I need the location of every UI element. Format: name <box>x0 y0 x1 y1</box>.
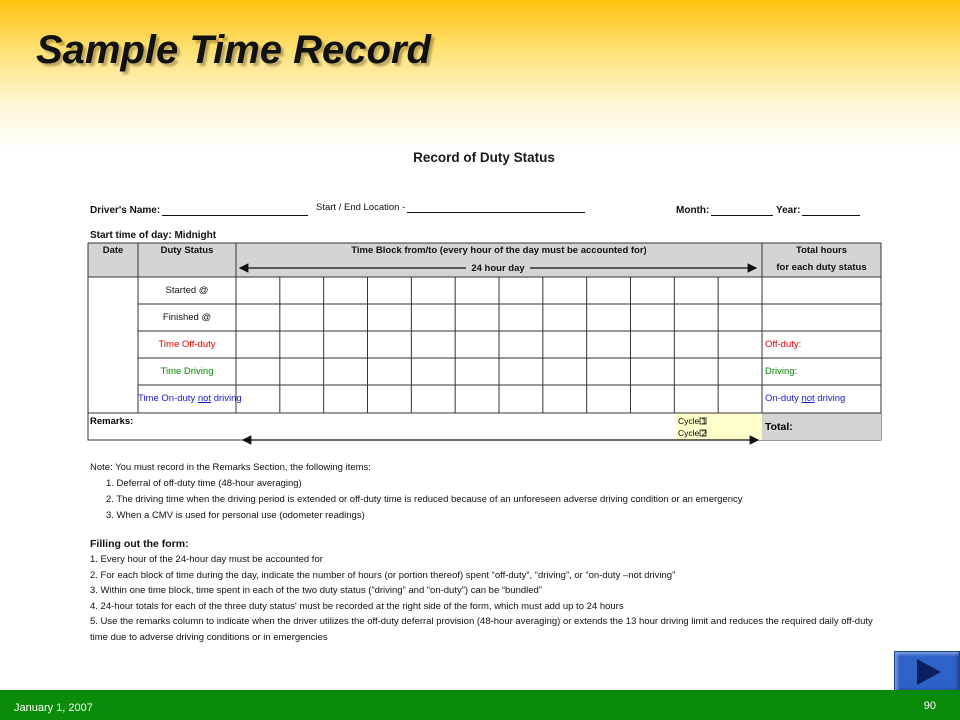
total-on-duty-text-b: driving <box>817 393 846 404</box>
footer-bar <box>0 690 960 720</box>
col-duty-status-header: Duty Status <box>160 245 214 256</box>
hour-day-label: 24 hour day <box>471 263 525 274</box>
total-on-duty-not: not <box>801 393 815 404</box>
row-on-duty-label <box>138 393 242 404</box>
start-time-label: Start time of day: Midnight <box>90 230 217 241</box>
note-item: 1. Deferral of off-duty time (48-hour averaging) <box>106 478 302 489</box>
start-end-location-label: Start / End Location - <box>316 202 406 213</box>
play-triangle-icon <box>895 652 959 692</box>
filling-list <box>90 552 890 645</box>
col-date-header: Date <box>102 245 124 256</box>
col-time-block-header: Time Block from/to (every hour of the day must be accounted for) <box>351 245 647 256</box>
cycle1-label: Cycle 1 <box>678 416 707 426</box>
remarks-label: Remarks: <box>90 416 134 427</box>
row-finished-label: Finished @ <box>162 312 212 323</box>
footer-date: January 1, 2007 <box>14 702 93 714</box>
cycle2-label: Cycle 2 <box>678 428 707 438</box>
filling-item: 3. Within one time block, time spent in each of the two duty status (“driving” and “on-duty”) can be “bundled” <box>90 585 543 596</box>
notes-section <box>90 460 890 645</box>
filling-item: 1. Every hour of the 24-hour day must be accounted for <box>90 554 323 565</box>
next-slide-button[interactable] <box>894 651 960 693</box>
slide-title: Sample Time Record <box>36 28 431 72</box>
page-number: 90 <box>923 700 936 712</box>
row-off-duty-label: Time Off-duty <box>158 339 216 350</box>
row-on-duty-not: not <box>197 393 212 404</box>
row-started-label: Started @ <box>165 285 209 296</box>
total-label: Total: <box>765 421 793 433</box>
total-off-duty-label: Off-duty: <box>765 339 802 350</box>
row-driving-label: Time Driving <box>160 366 214 377</box>
row-on-duty-text-a: Time On-duty <box>138 393 196 404</box>
notes-intro: Note: You must record in the Remarks Section, the following items: <box>90 462 371 473</box>
notes-list <box>90 476 890 524</box>
note-item: 3. When a CMV is used for personal use (odometer readings) <box>106 510 365 521</box>
note-item: 2. The driving time when the driving period is extended or off-duty time is reduced because of an unforeseen adverse driving condition or an emergency <box>106 494 743 505</box>
col-total-header-line1: Total hours <box>795 245 848 256</box>
filling-item: 2. For each block of time during the day, indicate the number of hours (or portion thereof) spent “off-duty”, “driving”, or “on-duty –not driving” <box>90 569 676 581</box>
year-label: Year: <box>776 205 801 216</box>
total-on-duty-label <box>765 393 845 404</box>
total-driving-label: Driving: <box>765 366 798 377</box>
filling-heading: Filling out the form: <box>90 538 189 550</box>
month-label: Month: <box>676 205 710 216</box>
filling-item: 4. 24-hour totals for each of the three duty status' must be recorded at the right side of the form, which must add up to 24 hours <box>90 600 624 612</box>
row-on-duty-text-b: driving <box>213 393 242 404</box>
filling-item: 5. Use the remarks column to indicate when the driver utilizes the off-duty deferral provision (48-hour averaging) or extends the 13 hour driving limit and reduces the required daily off-duty time due to adverse driving conditions or in emergencies <box>90 616 873 643</box>
form-title: Record of Duty Status <box>413 150 555 165</box>
col-total-header-line2: for each duty status <box>776 262 867 273</box>
total-on-duty-text-a: On-duty <box>765 393 799 404</box>
drivers-name-label: Driver's Name: <box>90 205 161 216</box>
